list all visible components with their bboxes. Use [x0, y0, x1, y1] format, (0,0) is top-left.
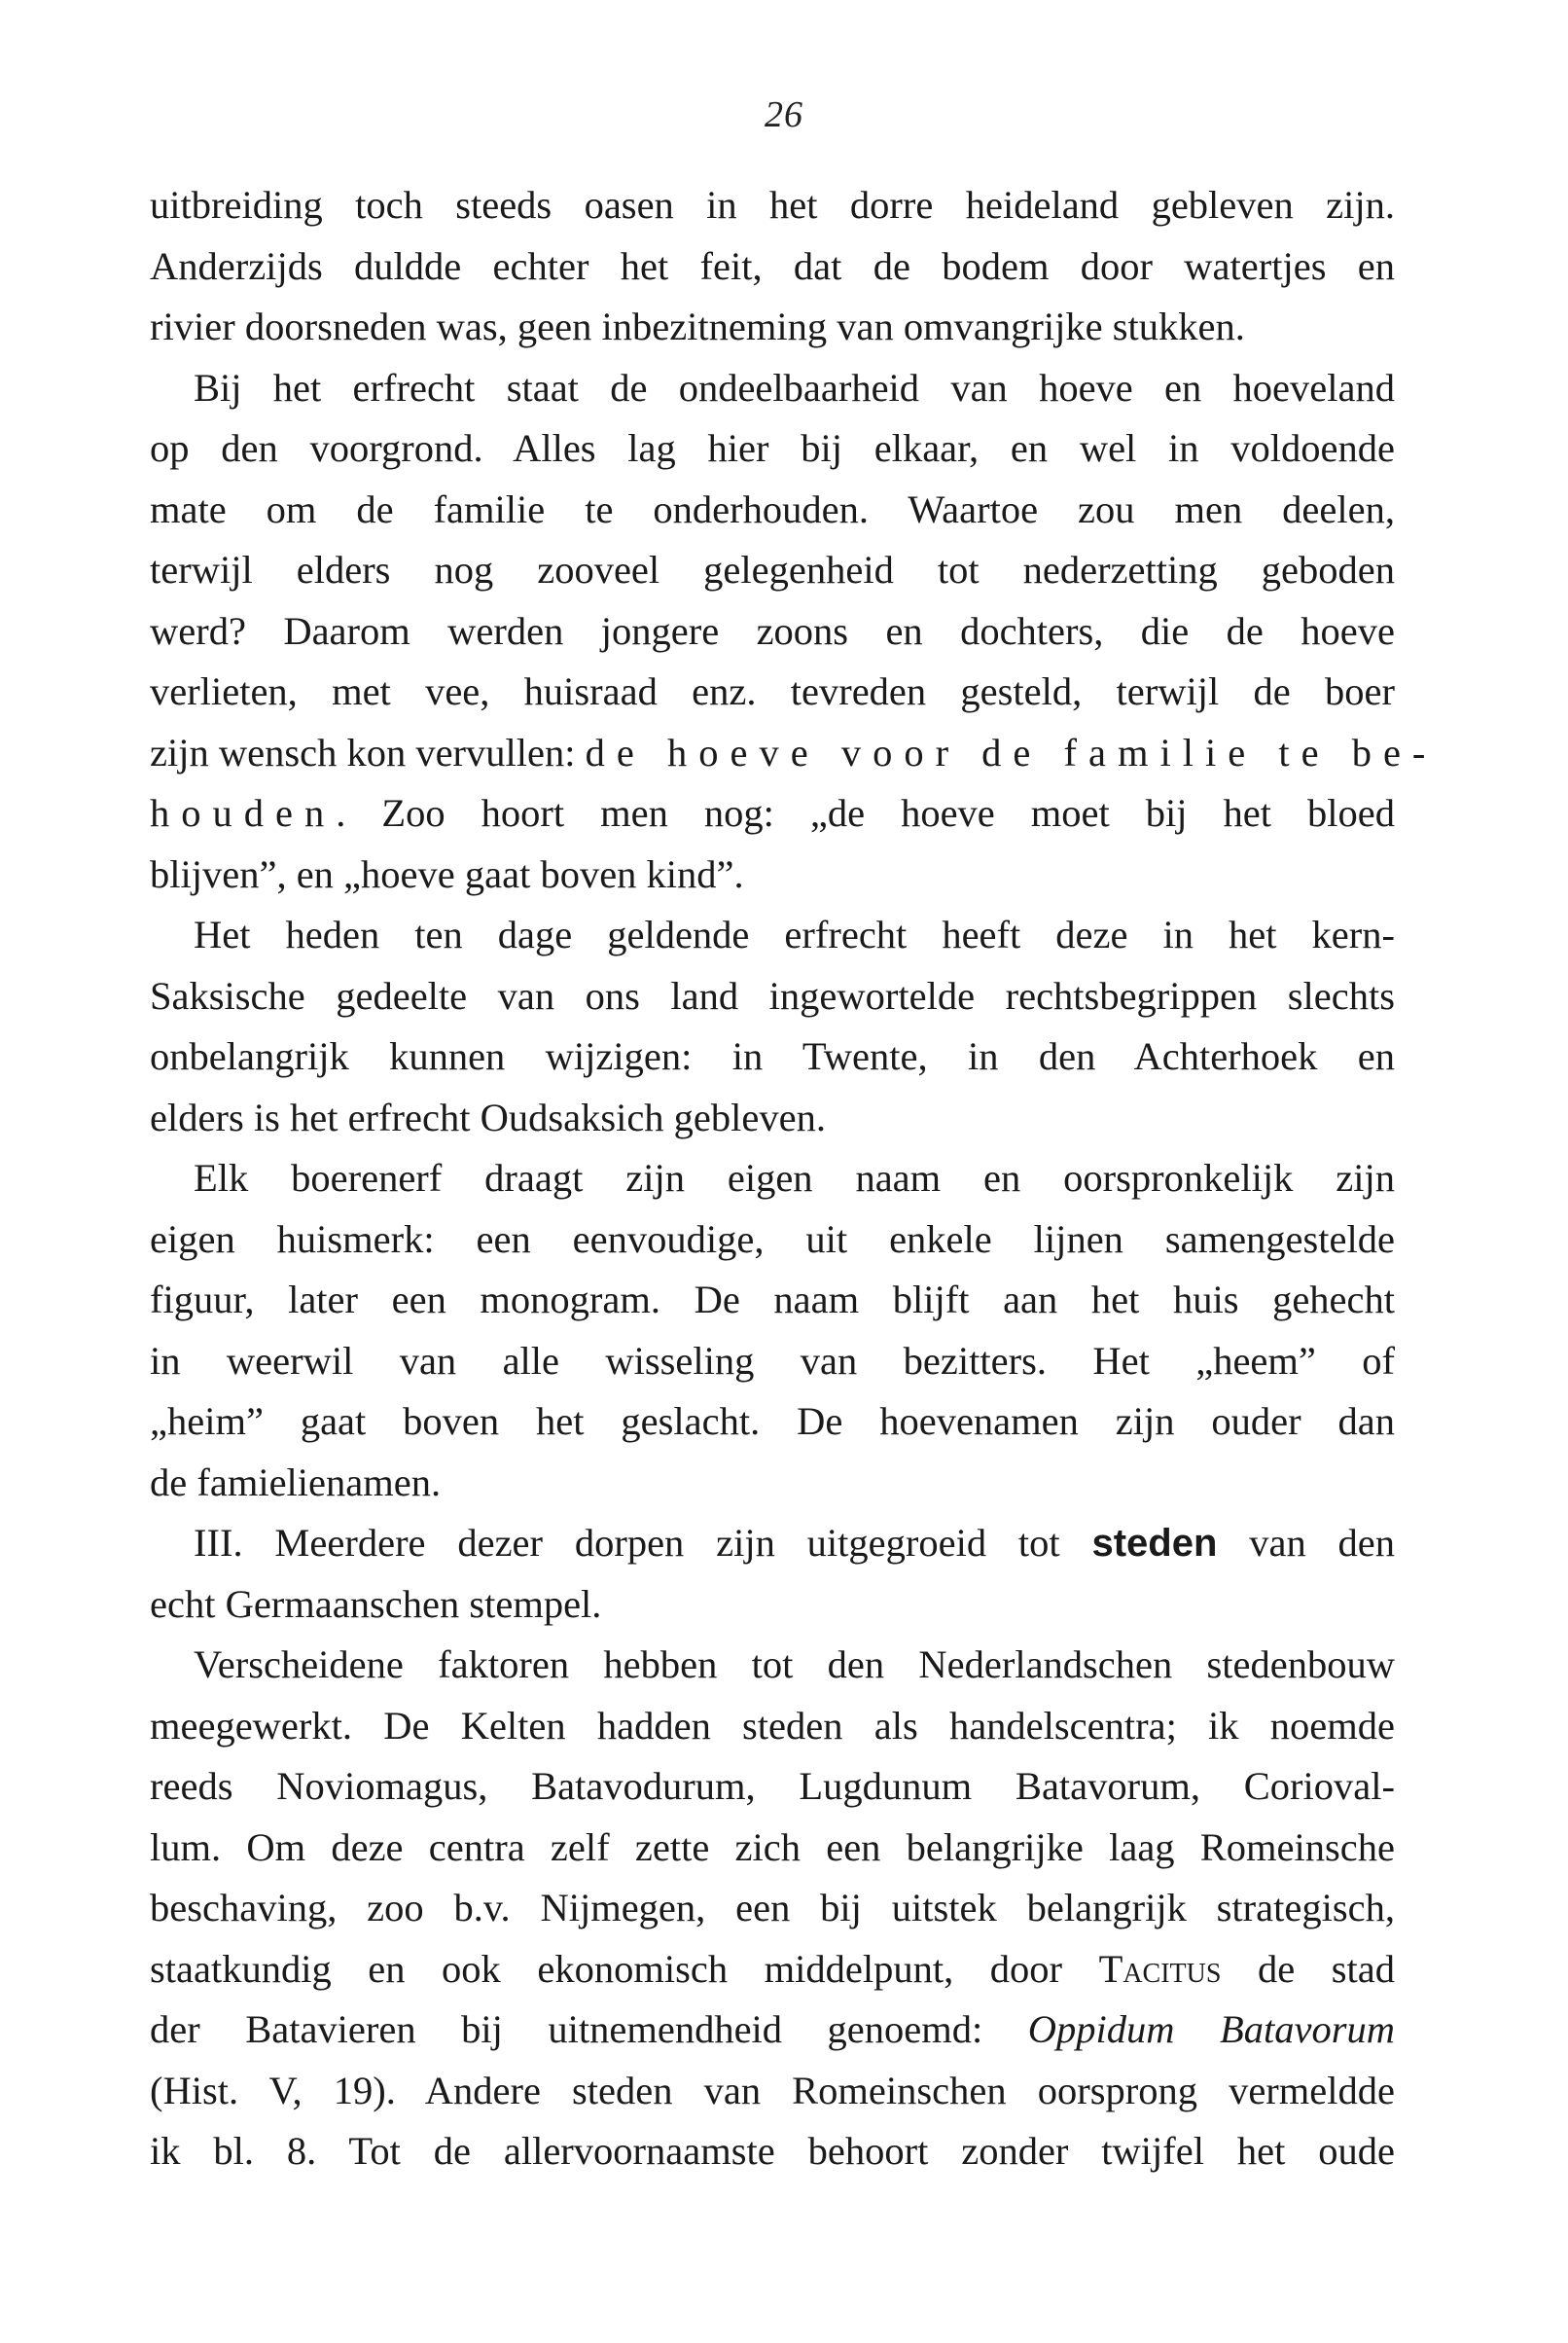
text-line	[150, 1513, 1395, 1574]
text-span: . Zoo hoort men nog: „de hoeve moet bij het bloed	[336, 791, 1395, 835]
text-line	[150, 723, 1438, 784]
text-line	[150, 297, 1395, 358]
text-line	[150, 480, 1395, 541]
text-span: terwijl elders nog zooveel gelegenheid tot nederzetting geboden	[150, 548, 1395, 592]
text-span: „heim” gaat boven het geslacht. De hoevenamen zijn ouder dan	[150, 1399, 1395, 1443]
text-span: lum. Om deze centra zelf zette zich een belangrijke laag Romeinsche	[150, 1824, 1395, 1869]
text-span: eigen huismerk: een eenvoudige, uit enkele lijnen samengestelde	[150, 1216, 1395, 1261]
text-span: blijven”, en „hoeve gaat boven kind”.	[150, 851, 744, 896]
bold-word-steden: steden	[1091, 1522, 1218, 1565]
text-line	[150, 905, 1395, 966]
text-span: ik bl. 8. Tot de allervoornaamste behoort zonder twijfel het oude	[150, 2129, 1395, 2173]
text-span: der Batavieren bij uitnemendheid genoemd:	[150, 2007, 1028, 2051]
text-span: van den	[1217, 1521, 1396, 1565]
text-line	[150, 845, 1395, 906]
text-span: elders is het erfrecht Oudsaksich gebleven.	[150, 1095, 826, 1139]
text-line	[150, 1148, 1395, 1209]
text-line	[150, 1391, 1395, 1453]
text-span: de stad	[1221, 1946, 1396, 1991]
text-line	[150, 1939, 1395, 2001]
text-span: Bij het erfrecht staat de ondeelbaarheid van hoeve en hoeveland	[194, 365, 1395, 410]
text-span: reeds Noviomagus, Batavodurum, Lugdunum Batavorum, Corioval-	[150, 1764, 1395, 1808]
page-number: 26	[765, 94, 803, 135]
body-text	[150, 175, 1438, 2182]
text-line	[150, 1209, 1395, 1271]
text-line	[150, 2000, 1395, 2061]
text-span: meegewerkt. De Kelten hadden steden als handelscentra; ik noemde	[150, 1703, 1395, 1748]
text-span: Anderzijds duldde echter het feit, dat de bodem door watertjes en	[150, 243, 1395, 288]
text-line	[150, 540, 1395, 601]
text-span: beschaving, zoo b.v. Nijmegen, een bij uitstek belangrijk strategisch,	[150, 1886, 1395, 1929]
emphasis-span: houden	[150, 791, 337, 835]
text-line	[150, 601, 1395, 663]
text-span: Het heden ten dage geldende erfrecht heeft deze in het kern-	[194, 913, 1395, 956]
author-name-tacitus: Tacitus	[1098, 1946, 1222, 1991]
text-line	[150, 662, 1395, 723]
text-span: uitbreiding toch steeds oasen in het dorre heideland gebleven zijn.	[150, 183, 1395, 227]
italic-phrase: Oppidum Batavorum	[1027, 2007, 1395, 2051]
text-line	[150, 1270, 1395, 1331]
text-line	[150, 358, 1395, 419]
text-line	[150, 1088, 1395, 1149]
text-line	[150, 1027, 1395, 1088]
text-span: mate om de familie te onderhouden. Waartoe zou men deelen,	[150, 487, 1395, 531]
text-line	[150, 1574, 1395, 1636]
text-span: Verscheidene faktoren hebben tot den Nederlandschen stedenbouw	[194, 1642, 1395, 1686]
text-span: zijn wensch kon vervullen:	[150, 730, 586, 775]
text-span: rivier doorsneden was, geen inbezitneming van omvangrijke stukken.	[150, 305, 1245, 348]
text-span: echt Germaanschen stempel.	[150, 1581, 602, 1626]
text-span: werd? Daarom werden jongere zoons en dochters, die de hoeve	[150, 608, 1395, 653]
text-line	[150, 1756, 1395, 1818]
text-span: de famielienamen.	[150, 1460, 442, 1504]
text-span: op den voorgrond. Alles lag hier bij elkaar, en wel in voldoende	[150, 426, 1395, 470]
text-span: staatkundig en ook ekonomisch middelpunt, door	[150, 1946, 1099, 1991]
text-line	[150, 418, 1395, 480]
text-line	[150, 1331, 1395, 1392]
text-line	[150, 236, 1395, 298]
text-span: III. Meerdere dezer dorpen zijn uitgegroeid tot	[194, 1521, 1092, 1565]
text-span: (Hist. V, 19). Andere steden van Romeinschen oorsprong vermeldde	[150, 2068, 1395, 2112]
text-line	[150, 1635, 1395, 1696]
text-span: Elk boerenerf draagt zijn eigen naam en oorspronkelijk zijn	[194, 1156, 1395, 1200]
text-line	[150, 783, 1395, 845]
text-line	[150, 2121, 1395, 2182]
emphasis-span: de hoeve voor de familie te be-	[585, 730, 1438, 775]
text-span: onbelangrijk kunnen wijzigen: in Twente, in den Achterhoek en	[150, 1034, 1395, 1078]
text-line	[150, 1818, 1395, 1879]
text-line	[150, 2061, 1395, 2122]
text-span: figuur, later een monogram. De naam blijft aan het huis gehecht	[150, 1278, 1395, 1321]
text-span: verlieten, met vee, huisraad enz. tevreden gesteld, terwijl de boer	[150, 669, 1395, 713]
text-span: Saksische gedeelte van ons land ingewortelde rechtsbegrippen slechts	[150, 973, 1395, 1018]
text-line	[150, 175, 1395, 236]
text-span: in weerwil van alle wisseling van bezitters. Het „heem” of	[150, 1338, 1395, 1383]
text-line	[150, 1878, 1395, 1939]
text-line	[150, 1696, 1395, 1757]
text-line	[150, 966, 1395, 1027]
text-line	[150, 1453, 1395, 1514]
